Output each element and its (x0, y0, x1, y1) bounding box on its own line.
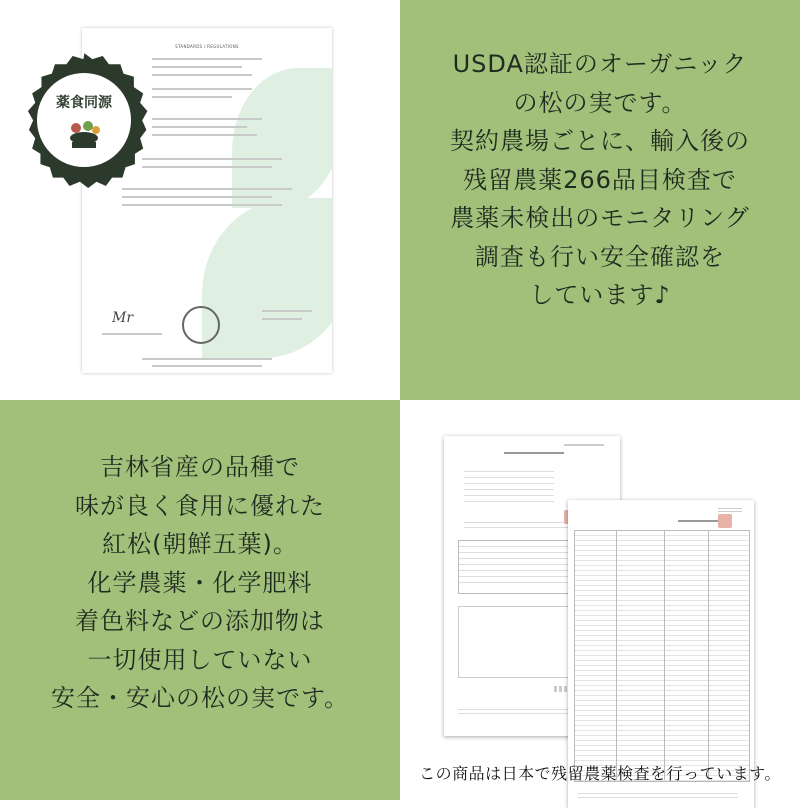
organic-info-panel (400, 0, 800, 400)
description-line: 吉林省産の品種で (100, 453, 300, 481)
description-line: 味が良く食用に優れた (75, 491, 325, 520)
origin-info-panel (0, 400, 400, 800)
rakurakudo-logo-seal (4, 38, 164, 198)
description-line: 紅松(朝鮮五葉)。 (102, 530, 298, 558)
description-line: しています♪ (529, 281, 671, 309)
svg-text:薬食同源: 薬食同源 (56, 95, 112, 111)
inspection-caption: この商品は日本で残留農薬検査を行っています。 (419, 764, 781, 783)
description-line: 化学農薬・化学肥料 (87, 568, 313, 597)
origin-description (0, 448, 400, 718)
organic-description (400, 45, 800, 315)
description-line: 契約農場ごとに、輸入後の (450, 127, 750, 155)
inspection-report-panel (400, 400, 800, 800)
description-line: 着色料などの添加物は (75, 607, 325, 635)
description-line: 一切使用していない (87, 645, 313, 674)
certification-stamp (182, 306, 220, 344)
description-line: 安全・安心の松の実です。 (50, 684, 350, 712)
certificate-panel (0, 0, 400, 400)
signature-mark: Mr (112, 310, 134, 326)
description-line: の松の実です。 (513, 88, 687, 117)
description-line: 調査も行い安全確認を (475, 242, 725, 271)
description-line: 残留農薬266品目検査で (463, 165, 737, 194)
description-line: 農薬未検出のモニタリング (450, 204, 750, 232)
certificate-heading: STANDARDS / REGULATIONS (175, 44, 239, 49)
description-line: USDA認証のオーガニック (452, 50, 748, 78)
